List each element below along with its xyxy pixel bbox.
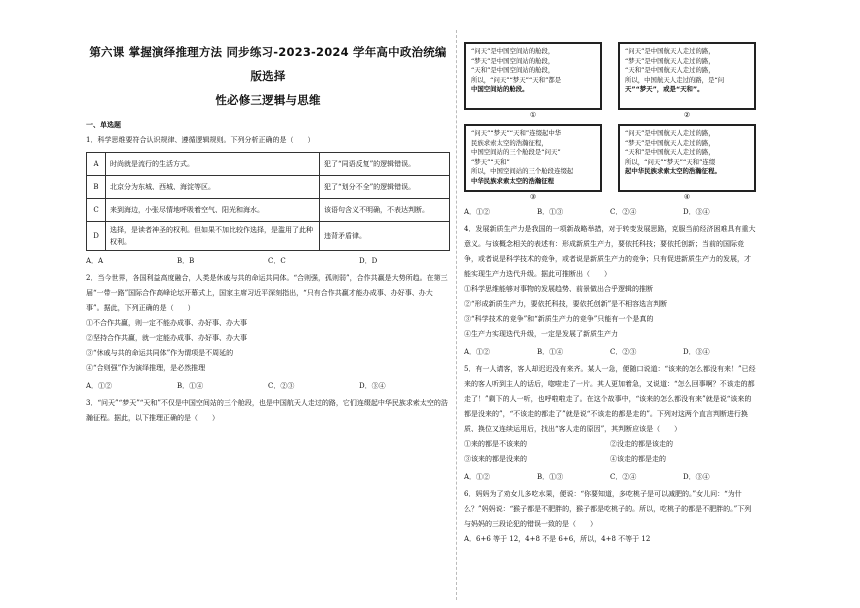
box-line: “问天”是中国航天人走过的路， [625, 129, 715, 137]
option-c[interactable]: C．②③ [610, 348, 637, 356]
section-heading: 一、单选题 [86, 121, 121, 129]
option-d[interactable]: D．③④ [683, 473, 710, 481]
box-conclusion: 起中华民族求索太空的浩瀚征程。 [625, 167, 721, 176]
syllogism-box [464, 42, 602, 110]
question-3-syllogism-boxes [464, 42, 756, 202]
box-line: 中国空间站的三个舱段是“问天” [471, 148, 561, 157]
box-line: 所以，“问天”“梦天”“天和”连缀 [625, 157, 716, 166]
option-a[interactable]: A．6+6 等于 12，4+8 不是 6+6，所以，4+8 不等于 12 [464, 535, 651, 543]
box-line: “天和”是中国空间站的舱段， [471, 66, 555, 75]
left-column [86, 40, 450, 426]
option-a[interactable]: A．①② [464, 208, 491, 216]
option-d[interactable]: D．③④ [683, 348, 710, 356]
worksheet-title-line1: 第六课 掌握演绎推理方法 同步练习-2023-2024 学年高中政治统编版选择 [89, 45, 447, 83]
question-6-stem: 6．妈妈为了劝女儿多吃水果，便说：“你要知道，多吃桃子是可以减肥的。”女儿问：“为什么？”妈妈说：“猴子都是不肥胖的，猴子都是吃桃子的。所以，吃桃子的都是不肥胖的。”下列与妈妈的三段论犯的错误一致的是（ ） [464, 490, 752, 528]
row-label: A [87, 153, 106, 176]
row-content: 时尚就是流行的生活方式。 [106, 153, 320, 176]
question-1-table [86, 152, 450, 251]
option-d[interactable]: D．③④ [359, 382, 386, 390]
choice-3: ③该来的都是没来的 [464, 455, 527, 463]
statement-3: ③“休戚与共的命运共同体”作为谓项是不周延的 [86, 349, 234, 357]
statement-1: ①不合作共赢，则一定不能办成事、办好事、办大事 [86, 319, 247, 327]
question-1-stem: 1．科学思维要符合认识规律、遵循逻辑规则。下列分析正确的是（ ） [86, 136, 315, 144]
option-d[interactable]: D．③④ [683, 208, 710, 216]
syllogism-box [618, 42, 756, 110]
option-a[interactable]: A．A [86, 257, 104, 265]
option-c[interactable]: C．②③ [268, 382, 295, 390]
right-column [464, 40, 756, 547]
option-a[interactable]: A．①② [86, 382, 113, 390]
question-2-stem: 2．当今世界，各国利益高度融合，人类是休戚与共的命运共同体。“合则强，孤则弱”，合作共赢是大势所趋。在第三届“一带一路”国际合作高峰论坛开幕式上，国家主席习近平深刻指出，“只有合作共赢才能办成事、办好事、办大事”。据此，下列正确的是（ ） [86, 274, 448, 312]
statement-3: ③“科学技术的竞争”和“新质生产力的竞争”只能有一个是真的 [464, 315, 654, 323]
worksheet-title-line2: 性必修三逻辑与思维 [215, 93, 321, 107]
option-d[interactable]: D．D [359, 257, 378, 265]
question-4-stem: 4．发展新质生产力是我国的一项新战略举措，对于转变发展思路，克服当前经济困难具有重大意义。与该概念相关的表述有：形成新质生产力，要依托科技；要依托创新；当前的国际竞争，或者说是科学技术的竞争，或者说是新质生产力的竞争；只有促进新质生产力的发展，才能实现生产力迭代升级。据此可推断出（ ） [464, 225, 756, 278]
box-line: 民族求索太空的浩瀚征程， [471, 138, 548, 147]
row-content: 选择，是读者神圣的权利。但如果不加比较作选择，是滥用了此种权利。 [106, 222, 320, 251]
statement-4: ④“合则强”作为演绎推理，是必然推理 [86, 364, 206, 372]
box-line: “问天”是中国航天人走过的路， [625, 47, 715, 55]
option-a[interactable]: A．①② [464, 473, 491, 481]
option-b[interactable]: B．①③ [537, 208, 564, 216]
question-5-choices-row2 [464, 452, 756, 467]
row-judgment: 违背矛盾律。 [320, 222, 450, 251]
syllogism-1 [464, 42, 602, 120]
option-c[interactable]: C．②④ [610, 208, 637, 216]
box-line: “问天”是中国空间站的舱段， [471, 47, 555, 55]
table-row [87, 222, 450, 251]
box-line: 所以，“问天”“梦天”“天和”都是 [471, 75, 562, 84]
question-2-options [86, 379, 450, 393]
box-line: “梦天”是中国航天人走过的路， [625, 138, 715, 147]
box-conclusion: 中华民族求索太空的浩瀚征程 [471, 176, 555, 185]
row-label: B [87, 176, 106, 199]
choice-4: ④该走的都是走的 [610, 455, 666, 463]
row-judgment: 犯了“划分不全”的逻辑错误。 [320, 176, 450, 199]
box-line: 所以，中国空间站的三个舱段连缀起 [471, 167, 574, 176]
table-row [87, 176, 450, 199]
box-conclusion: 天”“梦天”，或是“天和”。 [625, 85, 704, 94]
statement-1: ①科学思维能够对事物的发展趋势、前景做出合乎逻辑的推断 [464, 285, 653, 293]
question-4-options [464, 345, 756, 359]
box-number: ① [529, 111, 537, 119]
box-line: “天和”是中国航天人走过的路， [625, 148, 715, 157]
question-3-stem: 3．“问天”“梦天”“天和”不仅是中国空间站的三个舱段，也是中国航天人走过的路，它们连缀起中华民族求索太空的浩瀚征程。据此，以下推理正确的是（ ） [86, 399, 448, 422]
question-5-choices-row1 [464, 437, 756, 452]
row-judgment: 犯了“同语反复”的逻辑错误。 [320, 153, 450, 176]
statement-2: ②“形成新质生产力，要依托科技，要依托创新”是不相容选言判断 [464, 300, 668, 308]
question-3-options [464, 205, 756, 219]
option-b[interactable]: B．①③ [537, 473, 564, 481]
option-b[interactable]: B．B [177, 257, 195, 265]
box-line: “梦天”是中国航天人走过的路， [625, 56, 715, 65]
syllogism-2 [618, 42, 756, 120]
option-b[interactable]: B．①④ [177, 382, 204, 390]
row-content: 北京分为东城、西城、海淀等区。 [106, 176, 320, 199]
box-number: ③ [529, 193, 537, 201]
box-number: ④ [683, 193, 691, 201]
table-row [87, 153, 450, 176]
choice-2: ②没走的都是该走的 [610, 440, 673, 448]
table-row [87, 199, 450, 222]
box-number: ② [683, 111, 691, 119]
syllogism-box [464, 124, 602, 192]
row-content: 来到海边，小张尽情地呼吸着空气、阳光和海水。 [106, 199, 320, 222]
choice-1: ①来的都是不该来的 [464, 440, 527, 448]
syllogism-box [618, 124, 756, 192]
box-line: “梦天”是中国空间站的舱段， [471, 56, 555, 65]
syllogism-3 [464, 124, 602, 202]
question-5-stem: 5．有一人请客，客人却迟迟没有来齐。某人一急，便随口说道：“该来的怎么都没有来！”已经来的客人听到主人的话后，唿啦走了一片。其人更加着急，又说道：“怎么回事啊？不该走的都走了！”剩下的人一听，也呼啦啦走了。在这个故事中，“该来的怎么都没有来”就是说“该来的都是没来的”，“不该走的都走了”就是说“不该走的都是走的”。下列对这两个直言判断进行换质、换位又连续运用后，找出“客人走的原因”，其判断应该是（ ） [464, 365, 756, 433]
question-1-options [86, 254, 450, 268]
statement-4: ④生产力实现迭代升级，一定是发展了新质生产力 [464, 330, 618, 338]
statement-2: ②坚持合作共赢，就一定能办成事、办好事、办大事 [86, 334, 247, 342]
row-label: D [87, 222, 106, 251]
row-label: C [87, 199, 106, 222]
box-line: “问天”“梦天”“天和”连缀起中华 [471, 129, 562, 137]
option-a[interactable]: A．①② [464, 348, 491, 356]
option-c[interactable]: C．②④ [610, 473, 637, 481]
box-line: “天和”是中国航天人走过的路， [625, 66, 715, 75]
box-conclusion: 中国空间站的舱段。 [471, 85, 529, 94]
row-judgment: 该语句含义不明确，不表达判断。 [320, 199, 450, 222]
option-c[interactable]: C．C [268, 257, 286, 265]
column-divider [456, 30, 457, 600]
syllogism-4 [618, 124, 756, 202]
option-b[interactable]: B．①④ [537, 348, 564, 356]
box-line: 所以，中国航天人走过的路，是“问 [625, 75, 725, 84]
question-5-options [464, 470, 756, 484]
box-line: “梦天”“天和” [471, 157, 510, 166]
